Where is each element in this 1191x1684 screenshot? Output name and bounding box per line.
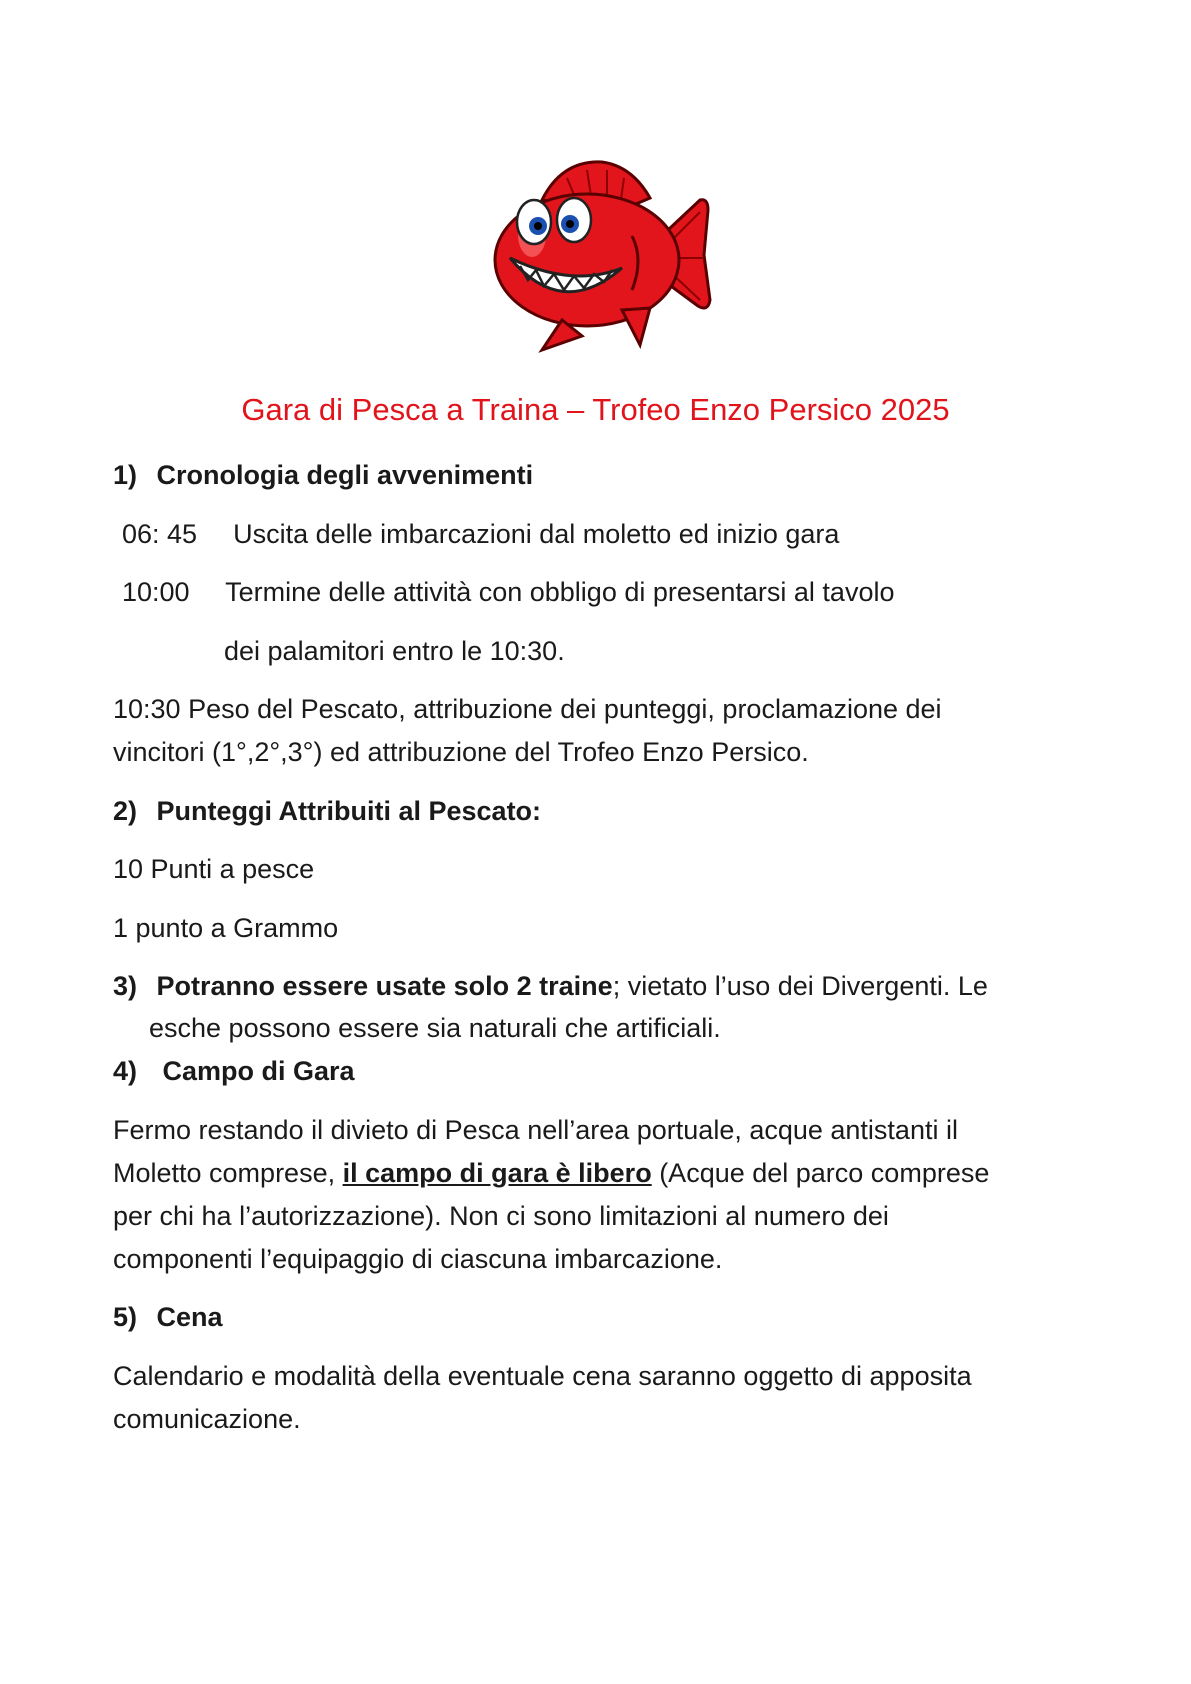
section-3-line-2: esche possono essere sia naturali che artificiali.: [149, 1013, 721, 1043]
paragraph-text: Moletto comprese,: [113, 1158, 343, 1188]
section-title: Punteggi Attribuiti al Pescato:: [156, 796, 542, 826]
page-title: Gara di Pesca a Traina – Trofeo Enzo Persico 2025: [241, 392, 950, 427]
section-title: Campo di Gara: [162, 1056, 355, 1086]
paragraph-line: per chi ha l’autorizzazione). Non ci sono limitazioni al numero dei: [113, 1201, 889, 1231]
section-4-heading: [113, 1050, 355, 1093]
points-line: 10 Punti a pesce: [113, 854, 315, 884]
section-2-heading: [113, 790, 541, 833]
schedule-text: Uscita delle imbarcazioni dal moletto ed inizio gara: [233, 519, 840, 549]
paragraph-line: 10:30 Peso del Pescato, attribuzione dei punteggi, proclamazione dei: [113, 694, 942, 724]
schedule-text: Termine delle attività con obbligo di presentarsi al tavolo: [225, 577, 895, 607]
section-title: Cena: [156, 1302, 223, 1332]
section-number: 3): [113, 971, 138, 1001]
section-5-heading: [113, 1296, 223, 1339]
paragraph-line: [113, 1152, 989, 1195]
paragraph-line: Fermo restando il divieto di Pesca nell’area portuale, acque antistanti il: [113, 1115, 958, 1145]
paragraph-text: (Acque del parco comprese: [651, 1158, 990, 1188]
schedule-row-2-continuation: dei palamitori entro le 10:30.: [224, 636, 565, 666]
underlined-bold-text: il campo di gara è libero: [342, 1158, 652, 1188]
section-number: 1): [113, 460, 138, 490]
schedule-time: 10:00: [122, 577, 190, 607]
section-1-heading: [113, 454, 533, 497]
section-number: 5): [113, 1302, 138, 1332]
schedule-row-1: [122, 513, 839, 556]
points-line: 1 punto a Grammo: [113, 913, 339, 943]
red-fish-icon: [472, 140, 730, 370]
paragraph-line: Calendario e modalità della eventuale cena saranno oggetto di apposita: [113, 1361, 972, 1391]
section-number: 4): [113, 1056, 138, 1086]
paragraph-line: comunicazione.: [113, 1404, 301, 1434]
section-3-line-1: [113, 965, 988, 1008]
paragraph-line: vincitori (1°,2°,3°) ed attribuzione del Trofeo Enzo Persico.: [113, 737, 809, 767]
section-title: Cronologia degli avvenimenti: [156, 460, 534, 490]
schedule-time: 06: 45: [122, 519, 198, 549]
rule-bold-text: Potranno essere usate solo 2 traine: [156, 971, 613, 1001]
rule-text: ; vietato l’uso dei Divergenti. Le: [612, 971, 988, 1001]
paragraph-line: componenti l’equipaggio di ciascuna imbarcazione.: [113, 1244, 723, 1274]
schedule-row-2: [122, 571, 894, 614]
section-number: 2): [113, 796, 138, 826]
